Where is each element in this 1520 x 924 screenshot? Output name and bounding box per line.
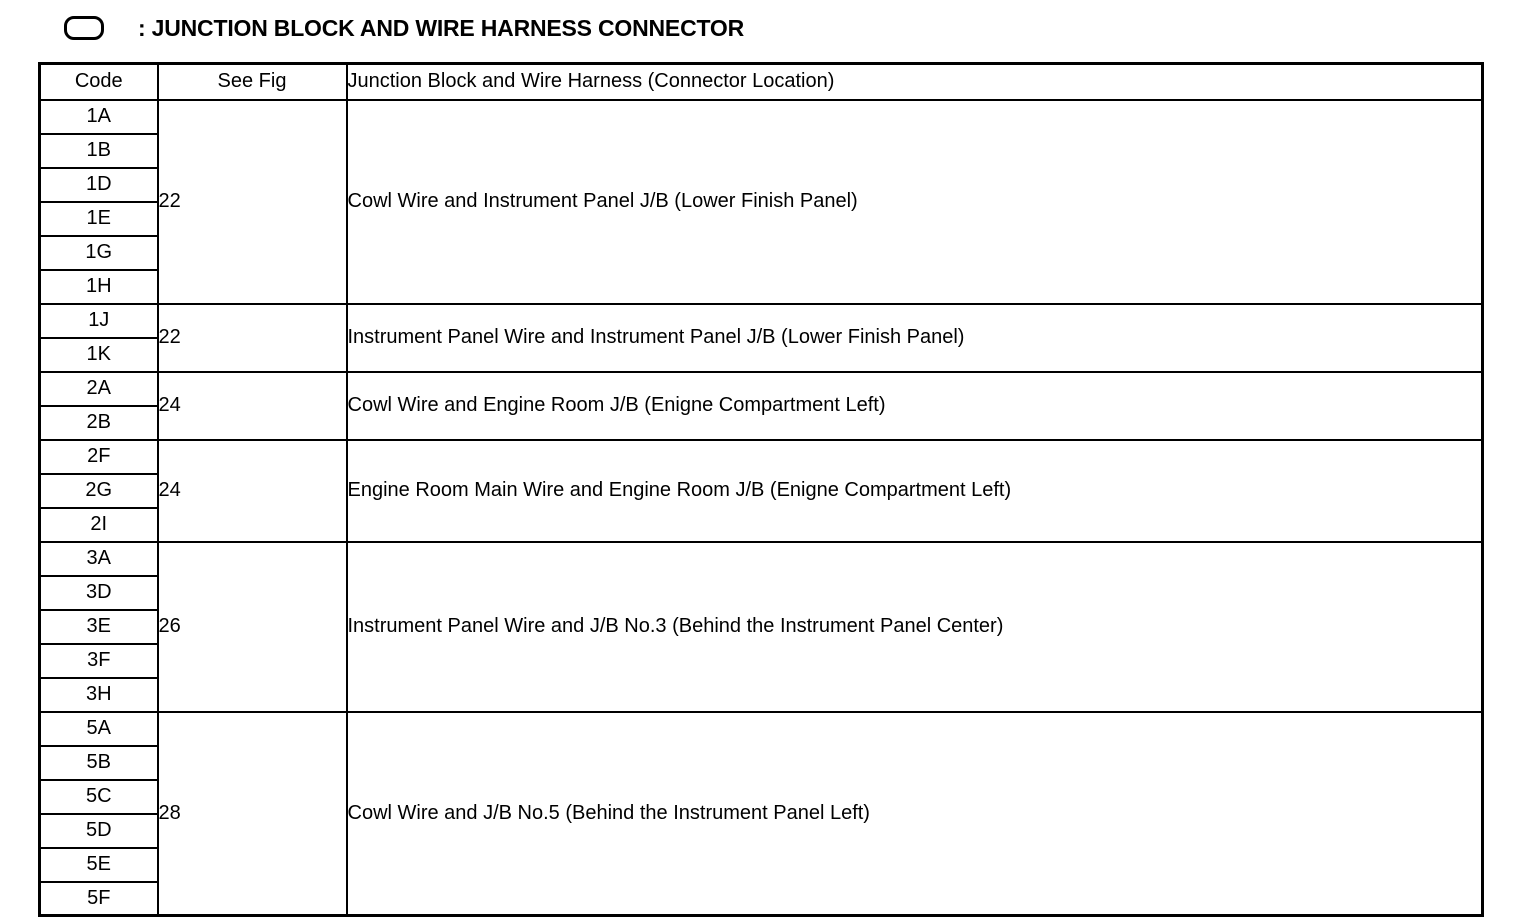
table-row xyxy=(40,712,1483,746)
location-cell: Cowl Wire and Instrument Panel J/B (Lower Finish Panel) xyxy=(347,100,1483,304)
code-cell: 5A xyxy=(40,712,158,746)
table-row xyxy=(40,372,1483,406)
code-cell: 3E xyxy=(40,610,158,644)
code-cell: 1D xyxy=(40,168,158,202)
table-body xyxy=(40,100,1483,916)
code-cell: 2A xyxy=(40,372,158,406)
code-cell: 2F xyxy=(40,440,158,474)
see-fig-cell: 24 xyxy=(158,372,347,440)
code-cell: 1K xyxy=(40,338,158,372)
table-row xyxy=(40,304,1483,338)
location-cell: Instrument Panel Wire and Instrument Panel J/B (Lower Finish Panel) xyxy=(347,304,1483,372)
table-row xyxy=(40,440,1483,474)
code-cell: 5E xyxy=(40,848,158,882)
see-fig-cell: 22 xyxy=(158,100,347,304)
see-fig-cell: 24 xyxy=(158,440,347,542)
location-cell: Instrument Panel Wire and J/B No.3 (Behind the Instrument Panel Center) xyxy=(347,542,1483,712)
code-cell: 5D xyxy=(40,814,158,848)
code-cell: 3H xyxy=(40,678,158,712)
table-row xyxy=(40,542,1483,576)
see-fig-cell: 28 xyxy=(158,712,347,916)
table-row xyxy=(40,100,1483,134)
connector-symbol-icon xyxy=(64,16,104,40)
code-cell: 3F xyxy=(40,644,158,678)
table-header-row xyxy=(40,64,1483,100)
code-cell: 5C xyxy=(40,780,158,814)
location-cell: Cowl Wire and J/B No.5 (Behind the Instrument Panel Left) xyxy=(347,712,1483,916)
code-cell: 2B xyxy=(40,406,158,440)
code-cell: 1G xyxy=(40,236,158,270)
code-cell: 3A xyxy=(40,542,158,576)
header-see-fig: See Fig xyxy=(158,64,347,100)
code-cell: 3D xyxy=(40,576,158,610)
see-fig-cell: 26 xyxy=(158,542,347,712)
code-cell: 1E xyxy=(40,202,158,236)
code-cell: 1H xyxy=(40,270,158,304)
code-cell: 5B xyxy=(40,746,158,780)
code-cell: 1B xyxy=(40,134,158,168)
header-code: Code xyxy=(40,64,158,100)
page-title xyxy=(64,10,744,46)
header-location: Junction Block and Wire Harness (Connector Location) xyxy=(347,64,1483,100)
code-cell: 5F xyxy=(40,882,158,916)
location-cell: Cowl Wire and Engine Room J/B (Enigne Compartment Left) xyxy=(347,372,1483,440)
see-fig-cell: 22 xyxy=(158,304,347,372)
code-cell: 1A xyxy=(40,100,158,134)
code-cell: 2G xyxy=(40,474,158,508)
title-text: : JUNCTION BLOCK AND WIRE HARNESS CONNECTOR xyxy=(138,14,745,41)
code-cell: 2I xyxy=(40,508,158,542)
junction-block-table xyxy=(38,62,1484,917)
location-cell: Engine Room Main Wire and Engine Room J/B (Enigne Compartment Left) xyxy=(347,440,1483,542)
code-cell: 1J xyxy=(40,304,158,338)
